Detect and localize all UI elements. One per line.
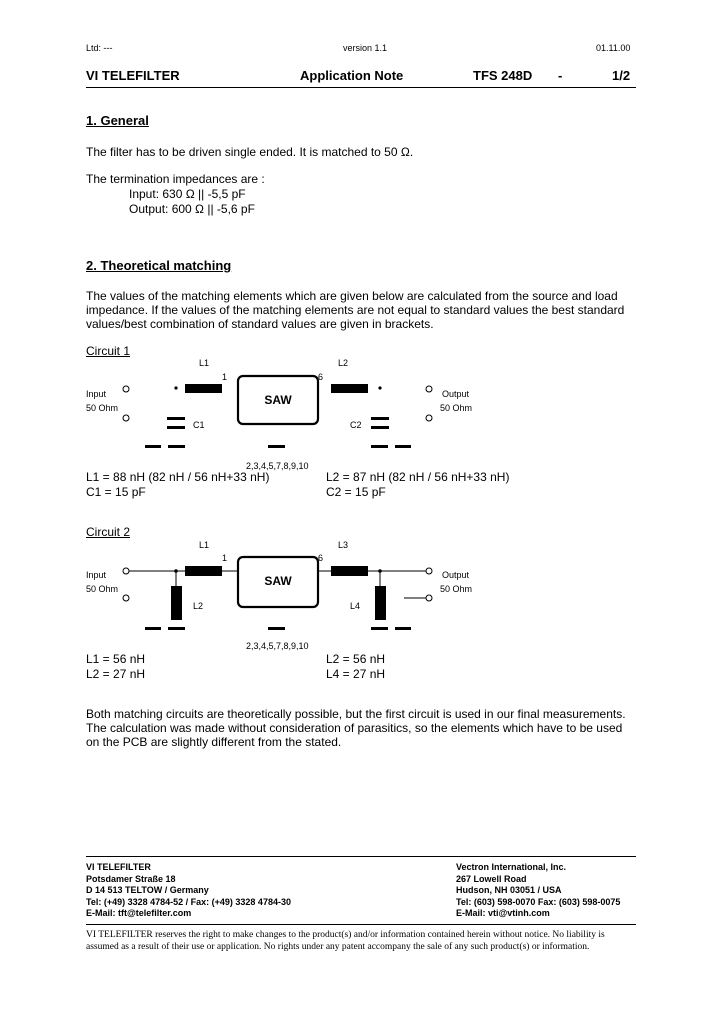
c1-ground-3 xyxy=(371,445,388,448)
footer-rule-top xyxy=(86,856,636,857)
header-part: TFS 248D xyxy=(473,68,533,83)
c2-pin-1: 1 xyxy=(222,553,228,563)
footer-left-street: Potsdamer Straße 18 xyxy=(86,873,176,884)
c2-value-l3: L2 = 27 nH xyxy=(86,667,146,681)
c2-label-l3: L3 xyxy=(338,540,349,550)
section-1-title: 1. General xyxy=(86,113,149,128)
footer-disclaimer: VI TELEFILTER reserves the right to make changes to the product(s) and/or information contained herein without notice. No liability is assumed as a result of their use or application. No rights under any patent accompany the sale of any such product(s) or information. xyxy=(86,930,605,952)
c1-inductor-l1 xyxy=(185,384,222,393)
c1-input-terminal-bottom xyxy=(123,415,129,421)
header-doc-type: Application Note xyxy=(300,68,404,83)
circuit-1-title: Circuit 1 xyxy=(86,344,131,358)
footer-left-city: D 14 513 TELTOW / Germany xyxy=(86,885,209,895)
c1-value-c2: C2 = 15 pF xyxy=(326,485,386,499)
c2-input-terminal-bottom xyxy=(123,595,129,601)
c2-label-l4: L4 xyxy=(350,601,361,611)
footer-left-company: VI TELEFILTER xyxy=(86,862,151,872)
footer-right-phone: Tel: (603) 598-0070 Fax: (603) 598-0075 xyxy=(456,896,621,907)
header-date: 01.11.00 xyxy=(596,43,631,53)
footer-right-email: E-Mail: vti@vtinh.com xyxy=(456,908,550,918)
c1-label-l1: L1 xyxy=(199,358,210,368)
c1-ground-4 xyxy=(395,445,411,448)
circuit-2-title: Circuit 2 xyxy=(86,525,131,539)
c2-ground-2 xyxy=(168,627,185,630)
c2-ground-saw xyxy=(268,627,285,630)
c1-cap-c1-top xyxy=(167,417,185,420)
c2-output-terminal-bottom xyxy=(426,595,432,601)
header-version: version 1.1 xyxy=(343,43,388,53)
circuit-1-parts xyxy=(145,384,411,448)
footer-right-company: Vectron International, Inc. xyxy=(456,862,567,872)
c2-output-ohm: 50 Ohm xyxy=(440,584,473,594)
c2-saw-box xyxy=(238,557,318,607)
c1-output-terminal-top xyxy=(426,386,432,392)
c1-output-ohm: 50 Ohm xyxy=(440,403,473,413)
c2-input-terminal-top xyxy=(123,568,129,574)
c2-label-l1: L1 xyxy=(199,540,210,550)
c2-node-left xyxy=(174,569,178,573)
c2-output-terminal-top xyxy=(426,568,432,574)
c1-node-right xyxy=(378,386,381,389)
c2-output-label: Output xyxy=(442,570,470,580)
c1-output-terminal-bottom xyxy=(426,415,432,421)
c1-cap-c2-top xyxy=(371,417,389,420)
c2-value-l1: L1 = 56 nH xyxy=(86,652,146,666)
c1-input-label: Input xyxy=(86,389,107,399)
general-intro: The filter has to be driven single ended. It is matched to 50 Ω. xyxy=(86,145,414,159)
c2-ground-4 xyxy=(395,627,411,630)
input-impedance: Input: 630 Ω || -5,5 pF xyxy=(129,187,246,201)
header-company: VI TELEFILTER xyxy=(86,68,180,83)
c2-inductor-l3 xyxy=(331,566,368,576)
footer-right-street: 267 Lowell Road xyxy=(456,873,527,884)
circuit-2-parts xyxy=(145,566,411,630)
matching-paragraph: The values of the matching elements which are given below are calculated from the source and load impedance. If the values of the matching elements are not equal to standard values the best standard values/best combination of standard values are given in brackets. xyxy=(86,289,625,331)
c1-pin-1: 1 xyxy=(222,372,228,382)
c1-saw-box xyxy=(238,376,318,424)
c1-input-terminal-top xyxy=(123,386,129,392)
c1-saw-label: SAW xyxy=(264,393,292,407)
footer-rule-bottom xyxy=(86,924,636,925)
footer-right xyxy=(456,862,620,920)
c1-value-l2: L2 = 87 nH (82 nH / 56 nH+33 nH) xyxy=(326,470,510,484)
c1-node-left xyxy=(174,386,177,389)
header-ltd: Ltd: --- xyxy=(86,43,113,53)
c2-input-ohm: 50 Ohm xyxy=(86,584,119,594)
footer-left-email: E-Mail: tft@telefilter.com xyxy=(86,908,192,918)
c2-saw-label: SAW xyxy=(264,574,292,588)
c1-input-ohm: 50 Ohm xyxy=(86,403,119,413)
c1-pin-6: 6 xyxy=(318,372,324,382)
c1-ground-saw xyxy=(268,445,285,448)
c1-cap-c1-bottom xyxy=(167,426,185,429)
c1-label-c2: C2 xyxy=(350,420,362,430)
termination-label: The termination impedances are : xyxy=(86,172,265,186)
footer-left-phone: Tel: (+49) 3328 4784-52 / Fax: (+49) 3328 4784-30 xyxy=(86,896,291,907)
c1-value-c1: C1 = 15 pF xyxy=(86,485,146,499)
c1-output-label: Output xyxy=(442,389,470,399)
c2-ground-3 xyxy=(371,627,388,630)
c1-label-c1: C1 xyxy=(193,420,205,430)
c2-value-l2: L2 = 56 nH xyxy=(326,652,386,666)
circuit-1-diagram xyxy=(123,376,432,424)
c1-label-l2: L2 xyxy=(338,358,349,368)
c1-ground-pins: 2,3,4,5,7,8,9,10 xyxy=(246,461,309,471)
c1-ground-1 xyxy=(145,445,161,448)
c2-ground-1 xyxy=(145,627,161,630)
conclusion-paragraph: Both matching circuits are theoretically possible, but the first circuit is used in our final measurements. The calculation was made without consideration of parasitics, so the elements which have to be used on the PCB are slightly different from the stated. xyxy=(86,707,626,749)
section-2-title: 2. Theoretical matching xyxy=(86,258,232,273)
c2-inductor-l1 xyxy=(185,566,222,576)
footer-left xyxy=(86,862,291,920)
header-page: 1/2 xyxy=(612,68,631,83)
c2-label-l2: L2 xyxy=(193,601,204,611)
c2-value-l4: L4 = 27 nH xyxy=(326,667,386,681)
c2-ground-pins: 2,3,4,5,7,8,9,10 xyxy=(246,641,309,651)
c1-inductor-l2 xyxy=(331,384,368,393)
c2-node-right xyxy=(378,569,382,573)
c2-pin-6: 6 xyxy=(318,553,324,563)
c1-value-l1: L1 = 88 nH (82 nH / 56 nH+33 nH) xyxy=(86,470,270,484)
c2-inductor-l2 xyxy=(171,586,182,620)
c2-input-label: Input xyxy=(86,570,107,580)
footer-right-city: Hudson, NH 03051 / USA xyxy=(456,885,562,895)
c2-inductor-l4 xyxy=(375,586,386,620)
c1-cap-c2-bottom xyxy=(371,426,389,429)
header-dash: - xyxy=(558,68,563,83)
output-impedance: Output: 600 Ω || -5,6 pF xyxy=(129,202,255,216)
c1-ground-2 xyxy=(168,445,185,448)
